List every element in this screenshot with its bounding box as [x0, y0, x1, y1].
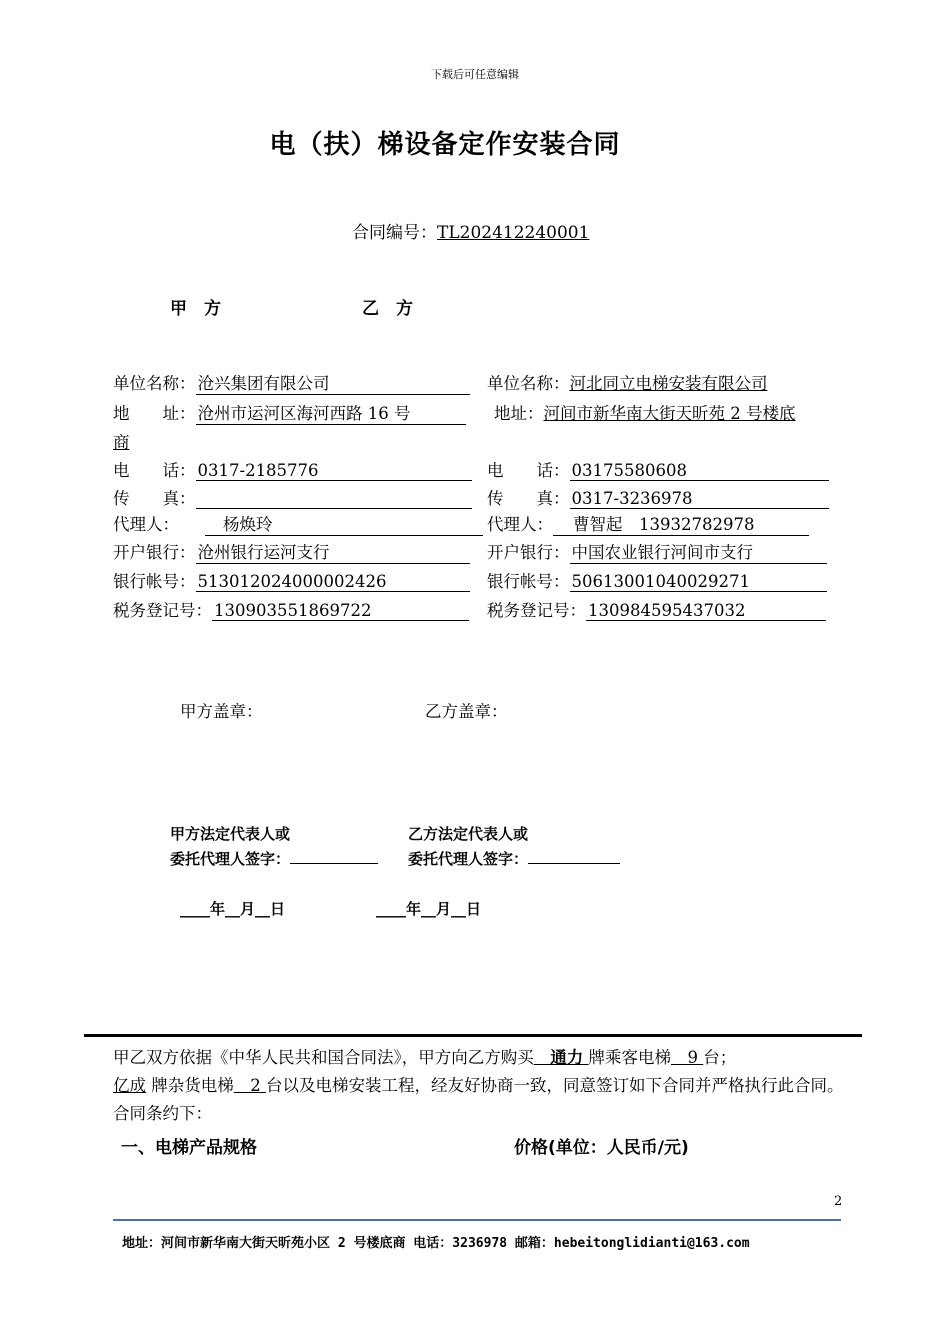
contract-number-label: 合同编号： — [352, 223, 437, 243]
party-b-fax-label: 传 真： — [487, 489, 570, 508]
party-a-address: 沧州市运河区海河西路 16 号 — [196, 400, 466, 425]
party-b-fax: 0317-3236978 — [570, 489, 829, 509]
party-a-tax-label: 税务登记号： — [113, 601, 212, 620]
party-a-phone-label: 电 话： — [113, 461, 196, 480]
footer-divider — [113, 1219, 841, 1221]
party-b-phone-label: 电 话： — [487, 461, 570, 480]
party-b-fax-row — [487, 485, 829, 509]
para-text-3: 台； — [703, 1048, 737, 1067]
party-a-name: 沧兴集团有限公司 — [196, 370, 470, 395]
section1-price-label: 价格(单位：人民币/元) — [514, 1138, 689, 1158]
party-b-agent: 曹智起 13932782978 — [553, 511, 809, 536]
agreement-paragraph — [113, 1044, 845, 1128]
party-a-fax — [196, 489, 472, 509]
party-b-name: 河北同立电梯安装有限公司 — [569, 374, 768, 393]
document-title: 电（扶）梯设备定作安装合同 — [269, 130, 621, 160]
section-divider — [84, 1034, 862, 1037]
para-text-1: 甲乙双方依据《中华人民共和国合同法》，甲方向乙方购买 — [113, 1048, 534, 1067]
party-a-account-row — [113, 568, 470, 592]
party-b-heading: 乙 方 — [362, 299, 413, 319]
para-text-2: 牌乘客电梯 — [588, 1048, 671, 1067]
party-b-sign-line2 — [408, 848, 620, 869]
party-b-stamp-label: 乙方盖章： — [425, 702, 508, 721]
party-a-name-row — [113, 370, 470, 395]
page-number: 2 — [834, 1194, 843, 1209]
para-text-4: 牌杂货电梯 — [151, 1076, 234, 1095]
party-b-account-row — [487, 568, 827, 592]
brand-freight: 亿成 — [113, 1076, 146, 1095]
party-b-address-row — [494, 400, 796, 424]
qty-passenger: 9 — [671, 1048, 698, 1067]
party-b-sign-label: 委托代理人签字： — [408, 850, 529, 868]
party-a-sign-line2 — [170, 848, 378, 869]
party-b-bank-row — [487, 539, 827, 564]
party-b-date: ____年__月__日 — [376, 900, 482, 918]
party-a-tax-row — [113, 597, 469, 621]
footer-contact: 地址：河间市新华南大街天昕苑小区 2 号楼底商 电话：3236978 邮箱：hebeitonglidianti@163.com — [122, 1236, 750, 1251]
party-a-date: ____年__月__日 — [180, 900, 286, 918]
party-a-stamp-label: 甲方盖章： — [180, 702, 263, 721]
party-b-phone: 03175580608 — [570, 461, 829, 481]
qty-freight: 2 — [233, 1076, 261, 1095]
party-b-account: 50613001040029271 — [570, 572, 827, 592]
party-a-name-label: 单位名称： — [113, 374, 196, 393]
party-b-name-row — [487, 370, 768, 394]
party-a-fax-row — [113, 485, 472, 509]
party-b-agent-row — [487, 511, 809, 536]
party-b-tax-label: 税务登记号： — [487, 601, 586, 620]
party-b-signature-blank — [528, 849, 620, 864]
party-a-sign-label: 委托代理人签字： — [170, 850, 291, 868]
party-b-tax: 130984595437032 — [586, 601, 826, 621]
header-note: 下载后可任意编辑 — [431, 68, 519, 81]
party-a-phone: 0317-2185776 — [196, 461, 472, 481]
party-b-address: 河间市新华南大街天昕苑 2 号楼底 — [543, 404, 796, 423]
contract-number-value: TL202412240001 — [437, 223, 590, 243]
party-a-sign-line1: 甲方法定代表人或 — [170, 825, 291, 843]
party-a-heading: 甲 方 — [170, 299, 221, 319]
party-b-address-cont: 商 — [113, 433, 130, 452]
brand-passenger: 通力 — [533, 1048, 584, 1067]
para-text-5: 台以及电梯安装工程，经友好协商一致，同意签订如下合同并严格执行此合同。合同条约下： — [113, 1076, 844, 1123]
party-a-account: 513012024000002426 — [196, 572, 470, 592]
party-b-address-continued — [113, 429, 130, 453]
party-a-agent-label: 代理人： — [113, 515, 179, 534]
party-a-bank-label: 开户银行： — [113, 543, 196, 562]
party-b-agent-label: 代理人： — [487, 515, 553, 534]
party-a-bank: 沧州银行运河支行 — [196, 539, 470, 564]
party-a-account-label: 银行帐号： — [113, 572, 196, 591]
party-a-tax: 130903551869722 — [212, 601, 469, 621]
section1-title: 一、电梯产品规格 — [121, 1138, 257, 1158]
party-b-sign-line1: 乙方法定代表人或 — [408, 825, 529, 843]
party-a-address-row — [113, 400, 466, 425]
party-b-address-label: 地址： — [494, 404, 544, 423]
party-a-phone-row — [113, 457, 472, 481]
contract-number — [352, 218, 589, 243]
party-a-signature-blank — [290, 849, 378, 864]
party-a-address-label: 地 址： — [113, 404, 196, 423]
party-a-agent-row — [113, 511, 483, 536]
party-a-bank-row — [113, 539, 470, 564]
party-b-phone-row — [487, 457, 829, 481]
party-a-fax-label: 传 真： — [113, 489, 196, 508]
party-b-tax-row — [487, 597, 826, 621]
party-b-bank-label: 开户银行： — [487, 543, 570, 562]
party-a-agent: 杨焕玲 — [205, 511, 483, 536]
party-b-account-label: 银行帐号： — [487, 572, 570, 591]
party-b-name-label: 单位名称： — [487, 374, 570, 393]
party-b-bank: 中国农业银行河间市支行 — [570, 539, 827, 564]
